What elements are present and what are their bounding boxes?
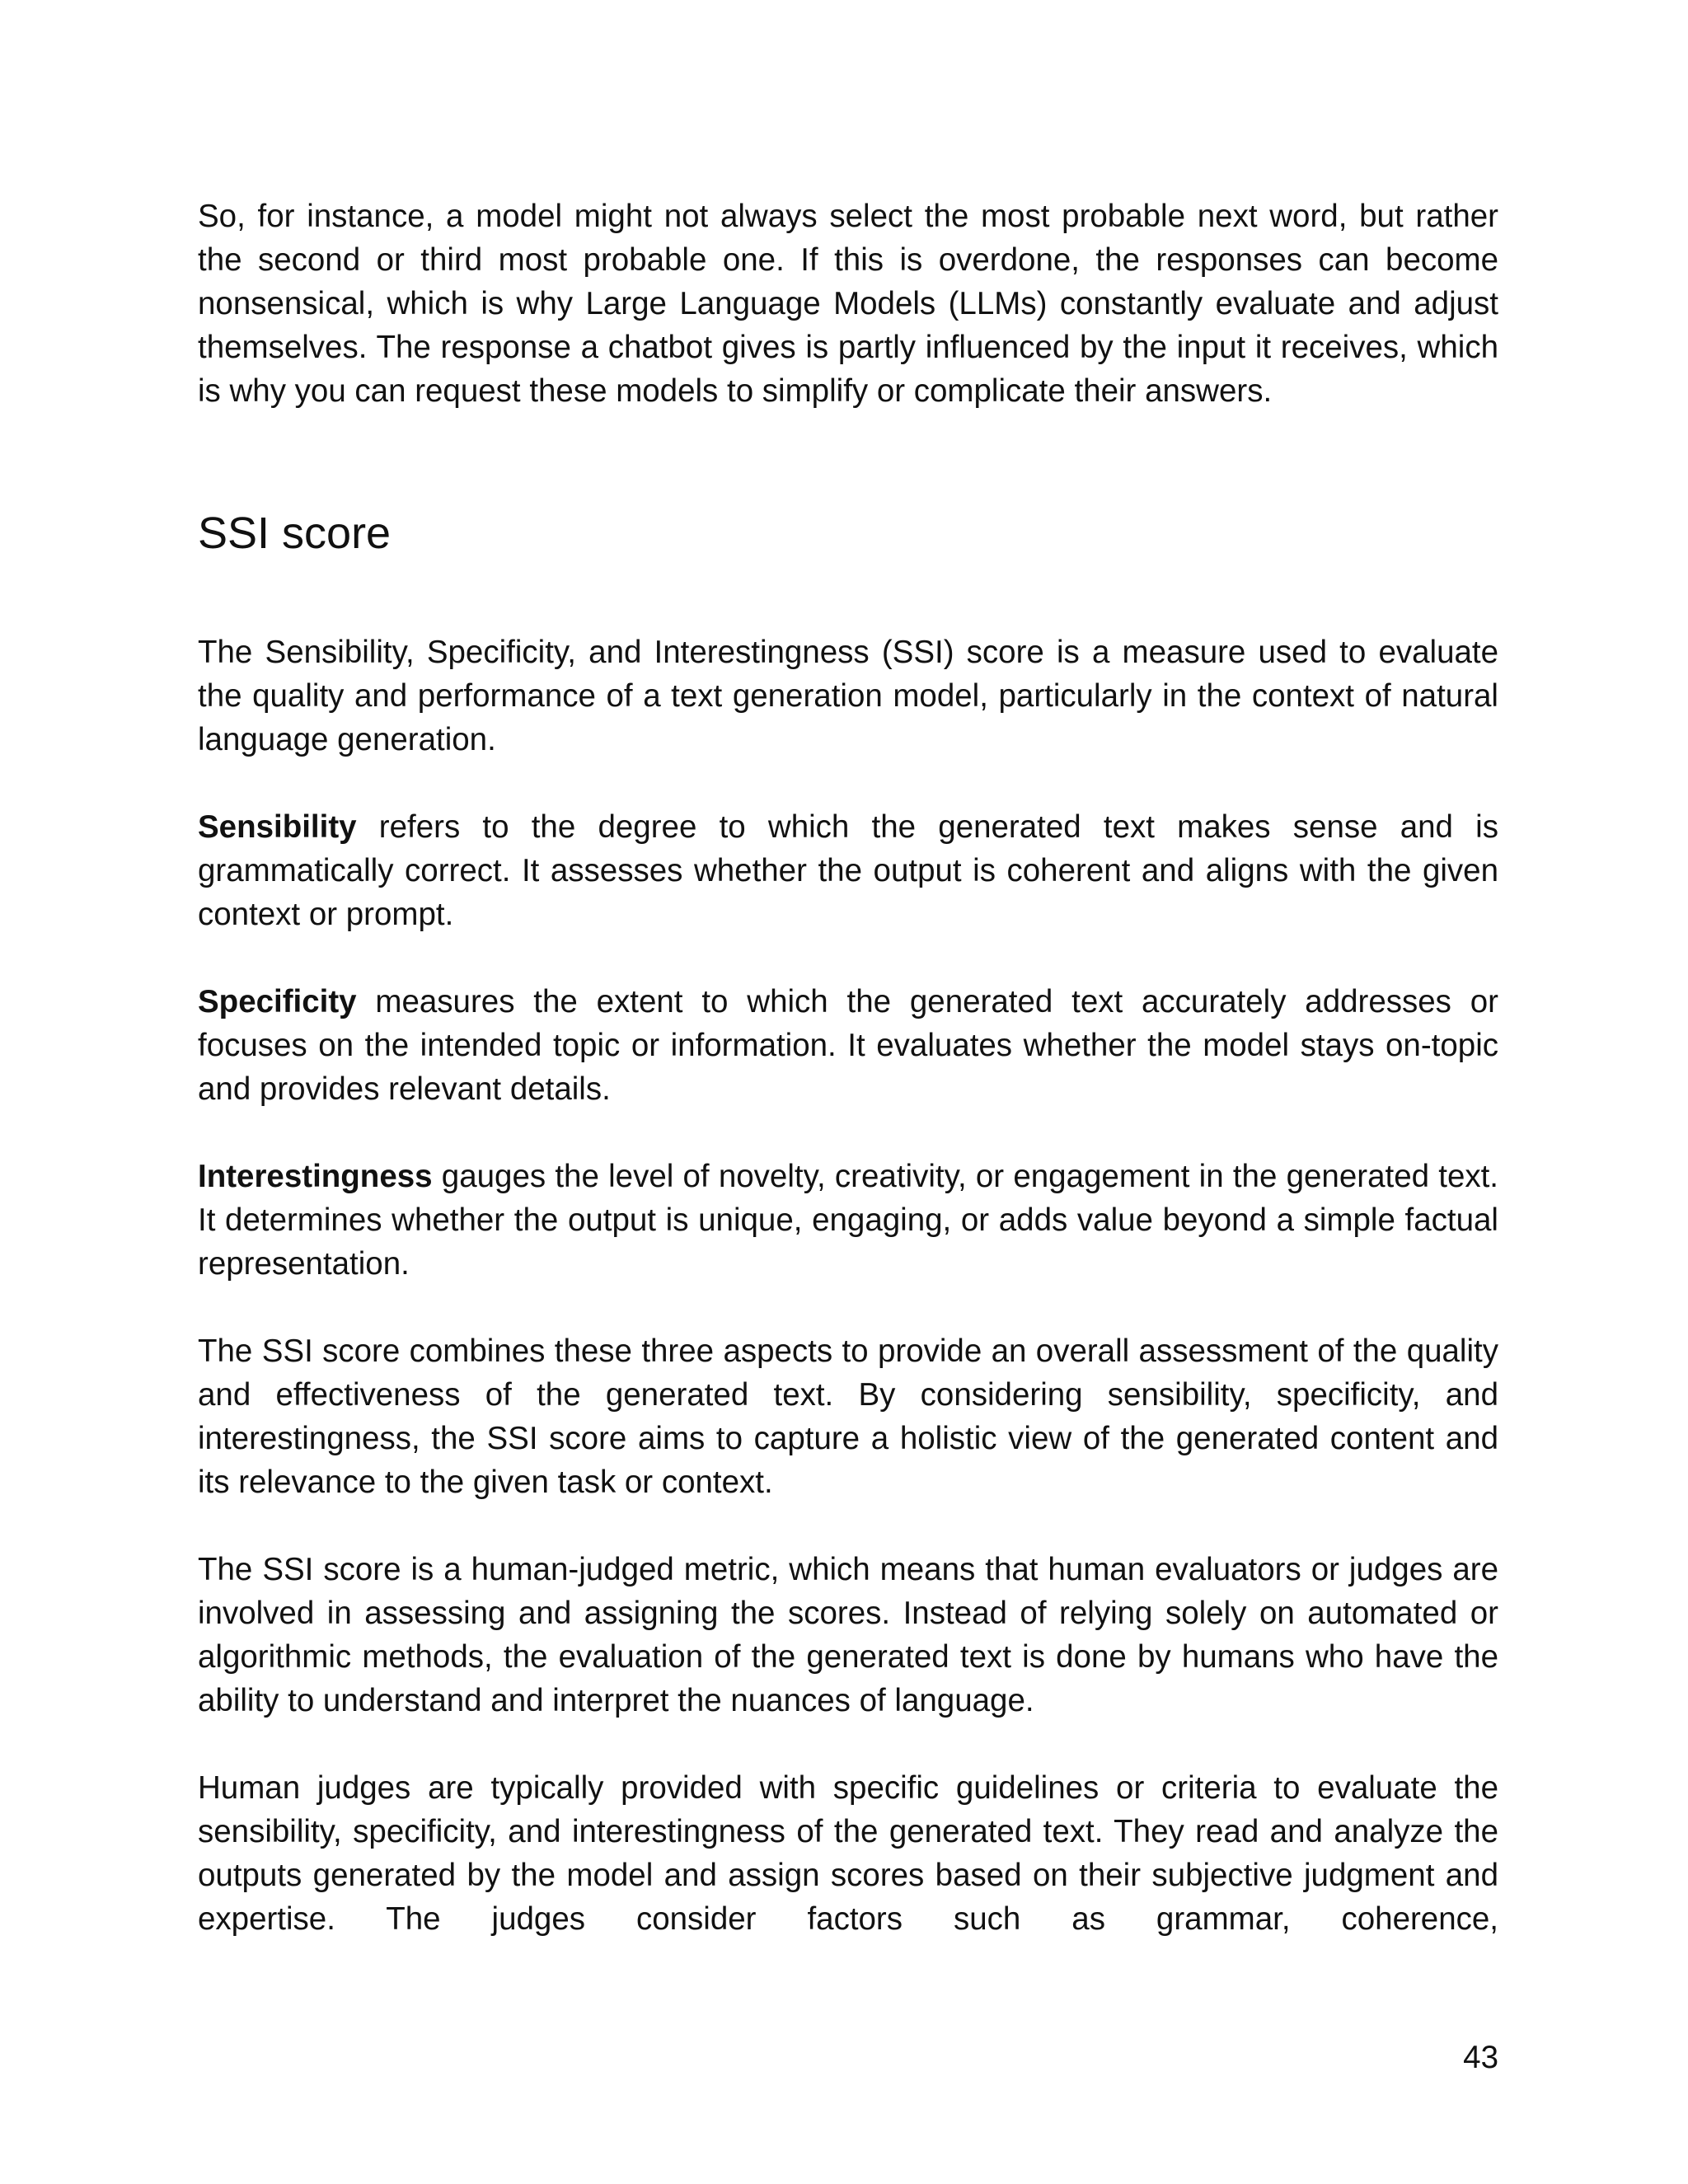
sensibility-term: Sensibility [198, 809, 357, 845]
judges-paragraph: Human judges are typically provided with specific guidelines or criteria to evaluate the sensibility, specificity, and interestingness of the generated text. They read and analyze the outputs generated by the model and assign scores based on their subjective judgment and expertise. The judges consider factors such as grammar, coherence, [198, 1770, 1498, 1937]
page-body [198, 194, 1498, 1941]
intro-paragraph: So, for instance, a model might not always select the most probable next word, but rather the second or third most probable one. If this is overdone, the responses can become nonsensical, which is why Large Language Models (LLMs) constantly evaluate and adjust themselves. The response a chatbot gives is partly influenced by the input it receives, which is why you can request these models to simplify or complicate their answers. [198, 199, 1498, 409]
combination-paragraph: The SSI score combines these three aspects to provide an overall assessment of the quality and effectiveness of the generated text. By considering sensibility, specificity, and interestingness, the SSI score aims to capture a holistic view of the generated content and its relevance to the given task or context. [198, 1333, 1498, 1500]
interestingness-term: Interestingness [198, 1159, 433, 1194]
specificity-paragraph [198, 980, 1498, 1111]
page-number: 43 [1463, 2040, 1498, 2075]
interestingness-description: gauges the level of novelty, creativity, or engagement in the generated text. It determines whether the output is unique, engaging, or adds value beyond a simple factual representation. [198, 1159, 1498, 1282]
sensibility-description: refers to the degree to which the generated text makes sense and is grammatically correct. It assesses whether the output is coherent and aligns with the given context or prompt. [198, 809, 1498, 932]
sensibility-paragraph [198, 805, 1498, 936]
section-heading: SSI score [198, 509, 392, 558]
specificity-term: Specificity [198, 984, 357, 1019]
interestingness-paragraph [198, 1155, 1498, 1286]
ssi-definition-paragraph: The Sensibility, Specificity, and Interestingness (SSI) score is a measure used to evaluate the quality and performance of a text generation model, particularly in the context of natural language generation. [198, 635, 1498, 757]
specificity-description: measures the extent to which the generated text accurately addresses or focuses on the intended topic or information. It evaluates whether the model stays on-topic and provides relevant details. [198, 984, 1498, 1107]
human-metric-paragraph: The SSI score is a human-judged metric, which means that human evaluators or judges are involved in assessing and assigning the scores. Instead of relying solely on automated or algorithmic methods, the evaluation of the generated text is done by humans who have the ability to understand and interpret the nuances of language. [198, 1552, 1498, 1718]
